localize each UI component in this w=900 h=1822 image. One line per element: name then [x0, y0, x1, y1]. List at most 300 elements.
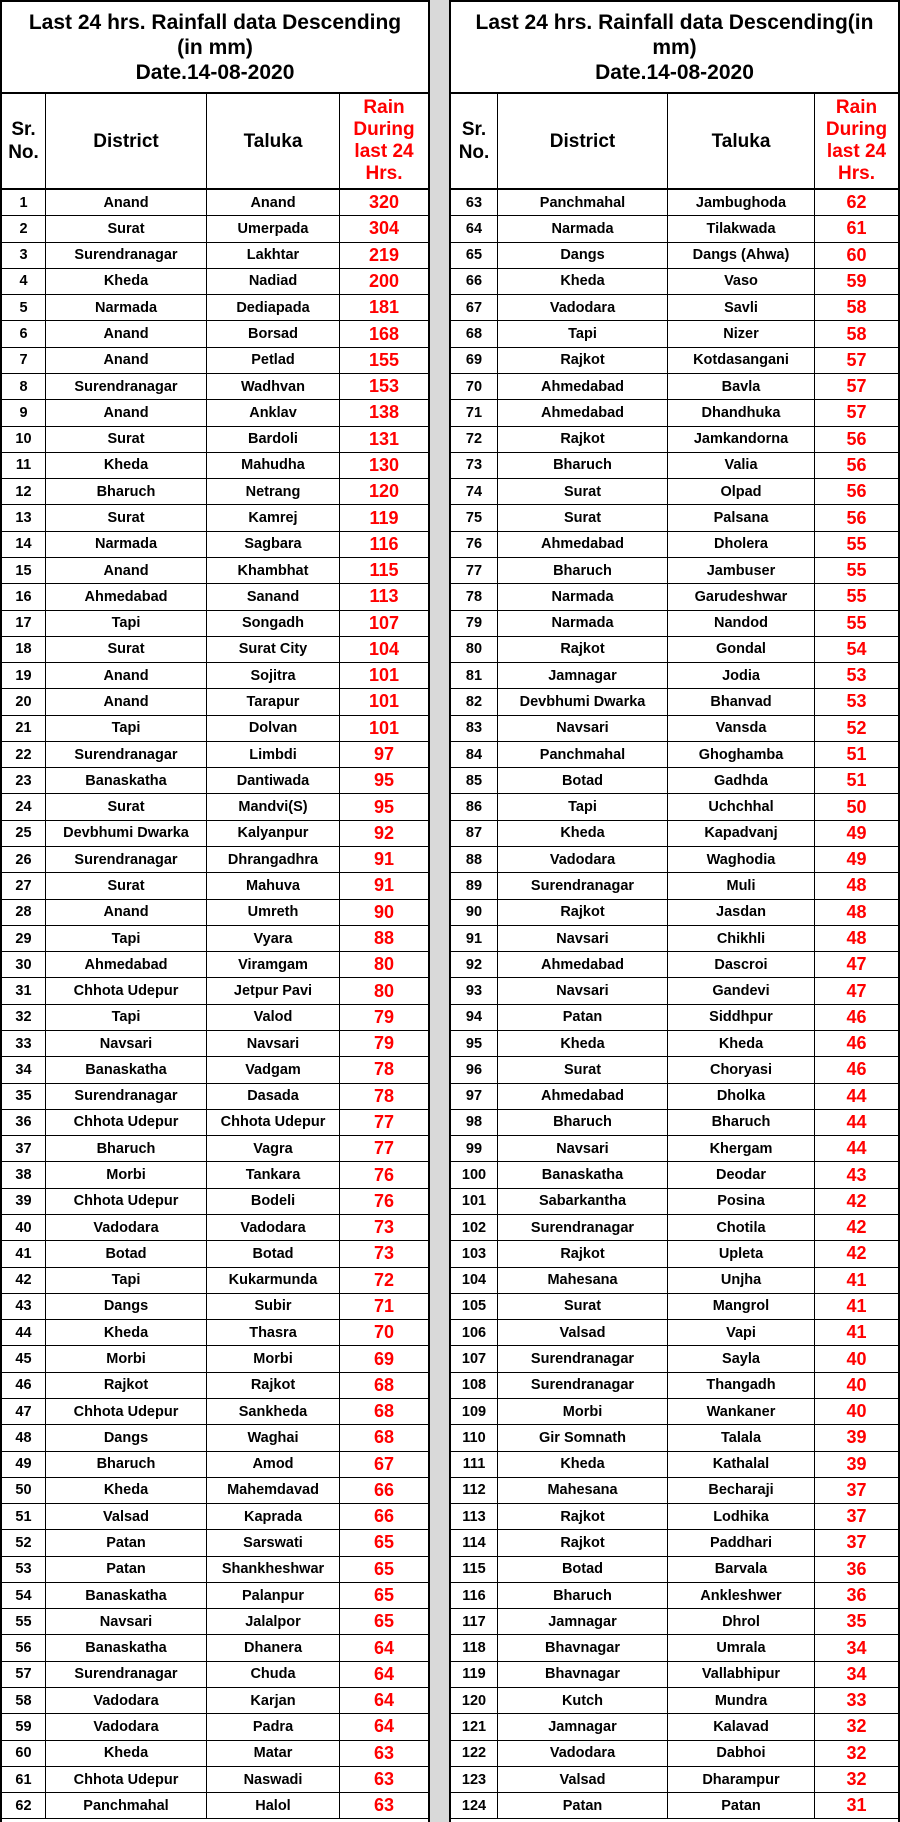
- cell-district: Surendranagar: [46, 1084, 207, 1109]
- cell-district: Chhota Udepur: [46, 978, 207, 1003]
- cell-district: Surat: [498, 1057, 668, 1082]
- cell-rain-mm: 104: [368, 638, 400, 659]
- cell-district: Surendranagar: [498, 1346, 668, 1371]
- header-rain: Rain During last 24 Hrs.: [825, 97, 888, 184]
- cell-rain-mm: 33: [846, 1690, 867, 1711]
- cell-district: Ahmedabad: [498, 532, 668, 557]
- cell-rain-mm: 79: [373, 1006, 395, 1027]
- cell-sr-no: 1: [2, 190, 46, 215]
- cell-district: Devbhumi Dwarka: [498, 689, 668, 714]
- cell-sr-no: 57: [2, 1662, 46, 1687]
- cell-sr-no: 9: [2, 400, 46, 425]
- cell-rain-mm: 78: [373, 1085, 395, 1106]
- cell-sr-no: 37: [2, 1136, 46, 1161]
- cell-district: Kutch: [498, 1688, 668, 1713]
- cell-sr-no: 104: [451, 1268, 498, 1293]
- cell-rain-mm: 32: [846, 1769, 867, 1790]
- cell-district: Narmada: [46, 532, 207, 557]
- cell-rain-mm: 51: [846, 744, 867, 765]
- cell-taluka: Dasada: [207, 1084, 340, 1109]
- cell-district: Mahesana: [498, 1478, 668, 1503]
- cell-rain-mm: 64: [373, 1716, 395, 1737]
- cell-rain-mm: 64: [373, 1663, 395, 1684]
- cell-taluka: Jamkandorna: [668, 427, 815, 452]
- table-row: [2, 1031, 428, 1057]
- table-row: [2, 243, 428, 269]
- cell-sr-no: 33: [2, 1031, 46, 1056]
- cell-sr-no: 7: [2, 348, 46, 373]
- cell-sr-no: 46: [2, 1373, 46, 1398]
- cell-sr-no: 97: [451, 1084, 498, 1109]
- cell-taluka: Jodia: [668, 663, 815, 688]
- cell-taluka: Kapadvanj: [668, 821, 815, 846]
- cell-district: Surendranagar: [46, 847, 207, 872]
- cell-rain-mm: 58: [846, 297, 867, 318]
- cell-rain-mm: 43: [846, 1164, 867, 1185]
- cell-taluka: Talala: [668, 1425, 815, 1450]
- cell-rain-mm: 53: [846, 691, 867, 712]
- cell-district: Ahmedabad: [498, 952, 668, 977]
- cell-rain-mm: 73: [373, 1243, 395, 1264]
- cell-taluka: Rajkot: [207, 1373, 340, 1398]
- cell-taluka: Lodhika: [668, 1504, 815, 1529]
- cell-rain-mm: 63: [373, 1742, 395, 1763]
- cell-rain-mm: 35: [846, 1611, 867, 1632]
- cell-district: Dangs: [46, 1294, 207, 1319]
- cell-sr-no: 102: [451, 1215, 498, 1240]
- cell-district: Panchmahal: [498, 190, 668, 215]
- table-row: [451, 768, 898, 794]
- cell-sr-no: 79: [451, 611, 498, 636]
- cell-district: Anand: [46, 348, 207, 373]
- cell-taluka: Khergam: [668, 1136, 815, 1161]
- table-header: [2, 94, 428, 190]
- cell-sr-no: 121: [451, 1714, 498, 1739]
- cell-taluka: Amod: [207, 1452, 340, 1477]
- cell-rain-mm: 107: [368, 612, 400, 633]
- table-row: [451, 794, 898, 820]
- table-row: [2, 1583, 428, 1609]
- table-row: [2, 374, 428, 400]
- cell-taluka: Subir: [207, 1294, 340, 1319]
- cell-district: Tapi: [46, 926, 207, 951]
- cell-rain-mm: 76: [373, 1190, 395, 1211]
- cell-district: Chhota Udepur: [46, 1767, 207, 1792]
- cell-district: Rajkot: [498, 427, 668, 452]
- cell-district: Kheda: [46, 1320, 207, 1345]
- table-row: [451, 190, 898, 216]
- table-row: [2, 821, 428, 847]
- table-row: [451, 926, 898, 952]
- cell-sr-no: 16: [2, 584, 46, 609]
- cell-rain-mm: 64: [373, 1637, 395, 1658]
- cell-sr-no: 52: [2, 1530, 46, 1555]
- cell-district: Anand: [46, 900, 207, 925]
- cell-district: Rajkot: [498, 348, 668, 373]
- cell-rain-mm: 55: [846, 612, 867, 633]
- cell-taluka: Becharaji: [668, 1478, 815, 1503]
- cell-district: Bharuch: [46, 479, 207, 504]
- cell-taluka: Vagra: [207, 1136, 340, 1161]
- cell-taluka: Valod: [207, 1005, 340, 1030]
- cell-taluka: Dhrangadhra: [207, 847, 340, 872]
- cell-taluka: Mundra: [668, 1688, 815, 1713]
- table-row: [451, 611, 898, 637]
- cell-district: Navsari: [46, 1609, 207, 1634]
- cell-sr-no: 103: [451, 1241, 498, 1266]
- table-title: [2, 0, 428, 94]
- cell-rain-mm: 153: [368, 376, 400, 397]
- cell-sr-no: 36: [2, 1110, 46, 1135]
- cell-district: Surendranagar: [498, 1373, 668, 1398]
- cell-rain-mm: 72: [373, 1269, 395, 1290]
- table-row: [2, 1425, 428, 1451]
- cell-taluka: Anand: [207, 190, 340, 215]
- cell-rain-mm: 37: [846, 1506, 867, 1527]
- cell-sr-no: 51: [2, 1504, 46, 1529]
- cell-district: Banaskatha: [498, 1162, 668, 1187]
- cell-taluka: Mangrol: [668, 1294, 815, 1319]
- table-row: [451, 1031, 898, 1057]
- cell-taluka: Jambuser: [668, 558, 815, 583]
- cell-district: Chhota Udepur: [46, 1110, 207, 1135]
- cell-district: Rajkot: [498, 637, 668, 662]
- cell-rain-mm: 101: [368, 665, 400, 686]
- cell-sr-no: 88: [451, 847, 498, 872]
- cell-district: Surat: [498, 1294, 668, 1319]
- cell-taluka: Anklav: [207, 400, 340, 425]
- table-row: [451, 321, 898, 347]
- cell-taluka: Chotila: [668, 1215, 815, 1240]
- table-row: [451, 1530, 898, 1556]
- cell-sr-no: 25: [2, 821, 46, 846]
- cell-district: Bharuch: [498, 1583, 668, 1608]
- cell-sr-no: 32: [2, 1005, 46, 1030]
- cell-rain-mm: 56: [846, 507, 867, 528]
- cell-rain-mm: 69: [373, 1348, 395, 1369]
- cell-district: Bhavnagar: [498, 1662, 668, 1687]
- cell-sr-no: 82: [451, 689, 498, 714]
- cell-sr-no: 17: [2, 611, 46, 636]
- table-row: [451, 558, 898, 584]
- cell-rain-mm: 32: [846, 1742, 867, 1763]
- cell-rain-mm: 55: [846, 586, 867, 607]
- cell-taluka: Unjha: [668, 1268, 815, 1293]
- cell-taluka: Padra: [207, 1714, 340, 1739]
- table-row: [451, 1635, 898, 1661]
- cell-district: Anand: [46, 689, 207, 714]
- cell-district: Bharuch: [498, 1110, 668, 1135]
- cell-sr-no: 40: [2, 1215, 46, 1240]
- cell-taluka: Kotdasangani: [668, 348, 815, 373]
- cell-taluka: Kukarmunda: [207, 1268, 340, 1293]
- cell-taluka: Jambughoda: [668, 190, 815, 215]
- cell-taluka: Umrala: [668, 1635, 815, 1660]
- table-row: [451, 716, 898, 742]
- cell-district: Banaskatha: [46, 768, 207, 793]
- cell-sr-no: 67: [451, 295, 498, 320]
- cell-rain-mm: 57: [846, 349, 867, 370]
- cell-district: Botad: [46, 1241, 207, 1266]
- cell-taluka: Ankleshwer: [668, 1583, 815, 1608]
- cell-sr-no: 35: [2, 1084, 46, 1109]
- table-row: [2, 1268, 428, 1294]
- cell-taluka: Karjan: [207, 1688, 340, 1713]
- cell-taluka: Nadiad: [207, 269, 340, 294]
- cell-district: Navsari: [498, 978, 668, 1003]
- cell-rain-mm: 54: [846, 638, 867, 659]
- cell-sr-no: 84: [451, 742, 498, 767]
- cell-taluka: Waghai: [207, 1425, 340, 1450]
- cell-sr-no: 62: [2, 1793, 46, 1818]
- cell-sr-no: 105: [451, 1294, 498, 1319]
- table-row: [2, 1662, 428, 1688]
- table-row: [451, 1294, 898, 1320]
- table-row: [451, 479, 898, 505]
- cell-district: Surendranagar: [46, 243, 207, 268]
- cell-taluka: Surat City: [207, 637, 340, 662]
- table-row: [2, 768, 428, 794]
- cell-sr-no: 29: [2, 926, 46, 951]
- cell-district: Anand: [46, 400, 207, 425]
- cell-taluka: Gandevi: [668, 978, 815, 1003]
- cell-rain-mm: 40: [846, 1348, 867, 1369]
- cell-district: Surendranagar: [46, 742, 207, 767]
- cell-sr-no: 12: [2, 479, 46, 504]
- cell-taluka: Shankheshwar: [207, 1557, 340, 1582]
- cell-sr-no: 3: [2, 243, 46, 268]
- cell-taluka: Borsad: [207, 321, 340, 346]
- cell-sr-no: 41: [2, 1241, 46, 1266]
- cell-taluka: Dolvan: [207, 716, 340, 741]
- table-row: [451, 663, 898, 689]
- cell-district: Morbi: [498, 1399, 668, 1424]
- cell-taluka: Tarapur: [207, 689, 340, 714]
- cell-district: Surat: [46, 505, 207, 530]
- table-row: [2, 1241, 428, 1267]
- table-row: [2, 873, 428, 899]
- cell-taluka: Tankara: [207, 1162, 340, 1187]
- table-row: [451, 400, 898, 426]
- cell-taluka: Sankheda: [207, 1399, 340, 1424]
- cell-district: Gir Somnath: [498, 1425, 668, 1450]
- cell-rain-mm: 97: [373, 744, 395, 765]
- cell-taluka: Sojitra: [207, 663, 340, 688]
- cell-sr-no: 23: [2, 768, 46, 793]
- cell-district: Banaskatha: [46, 1583, 207, 1608]
- cell-taluka: Choryasi: [668, 1057, 815, 1082]
- cell-district: Tapi: [498, 794, 668, 819]
- cell-district: Narmada: [498, 584, 668, 609]
- cell-rain-mm: 61: [846, 218, 867, 239]
- cell-district: Bharuch: [46, 1136, 207, 1161]
- cell-taluka: Kaprada: [207, 1504, 340, 1529]
- table-row: [451, 873, 898, 899]
- cell-district: Botad: [498, 1557, 668, 1582]
- cell-taluka: Thasra: [207, 1320, 340, 1345]
- table-row: [451, 952, 898, 978]
- cell-taluka: Vaso: [668, 269, 815, 294]
- cell-district: Jamnagar: [498, 663, 668, 688]
- cell-sr-no: 72: [451, 427, 498, 452]
- cell-rain-mm: 80: [373, 980, 395, 1001]
- cell-rain-mm: 130: [368, 454, 400, 475]
- cell-rain-mm: 304: [368, 218, 400, 239]
- cell-district: Kheda: [498, 1031, 668, 1056]
- cell-sr-no: 117: [451, 1609, 498, 1634]
- cell-sr-no: 2: [2, 216, 46, 241]
- table-title: [451, 0, 898, 94]
- cell-sr-no: 38: [2, 1162, 46, 1187]
- cell-rain-mm: 155: [368, 349, 400, 370]
- table-row: [451, 1767, 898, 1793]
- cell-sr-no: 21: [2, 716, 46, 741]
- table-row: [2, 1294, 428, 1320]
- cell-rain-mm: 57: [846, 402, 867, 423]
- table-row: [2, 1399, 428, 1425]
- table-row: [451, 1084, 898, 1110]
- cell-taluka: Ghoghamba: [668, 742, 815, 767]
- table-row: [2, 742, 428, 768]
- cell-rain-mm: 39: [846, 1453, 867, 1474]
- cell-rain-mm: 39: [846, 1427, 867, 1448]
- table-row: [451, 1320, 898, 1346]
- cell-taluka: Dholka: [668, 1084, 815, 1109]
- cell-rain-mm: 200: [368, 270, 400, 291]
- cell-district: Anand: [46, 321, 207, 346]
- cell-district: Rajkot: [498, 1530, 668, 1555]
- cell-district: Anand: [46, 558, 207, 583]
- table-row: [451, 453, 898, 479]
- cell-rain-mm: 42: [846, 1190, 867, 1211]
- cell-district: Chhota Udepur: [46, 1189, 207, 1214]
- cell-taluka: Sagbara: [207, 532, 340, 557]
- header-district: District: [46, 94, 207, 188]
- cell-sr-no: 95: [451, 1031, 498, 1056]
- cell-taluka: Umreth: [207, 900, 340, 925]
- cell-rain-mm: 36: [846, 1585, 867, 1606]
- cell-rain-mm: 68: [373, 1374, 395, 1395]
- cell-sr-no: 119: [451, 1662, 498, 1687]
- table-row: [451, 1425, 898, 1451]
- cell-district: Tapi: [46, 1268, 207, 1293]
- cell-rain-mm: 46: [846, 1059, 867, 1080]
- table-row: [451, 1057, 898, 1083]
- cell-rain-mm: 57: [846, 376, 867, 397]
- title-line-3: Date.14-08-2020: [595, 60, 754, 84]
- cell-district: Patan: [46, 1530, 207, 1555]
- cell-taluka: Muli: [668, 873, 815, 898]
- cell-taluka: Dangs (Ahwa): [668, 243, 815, 268]
- cell-rain-mm: 40: [846, 1374, 867, 1395]
- cell-sr-no: 98: [451, 1110, 498, 1135]
- table-row: [2, 952, 428, 978]
- table-row: [451, 742, 898, 768]
- cell-rain-mm: 68: [373, 1401, 395, 1422]
- cell-district: Surat: [46, 873, 207, 898]
- cell-sr-no: 77: [451, 558, 498, 583]
- table-row: [2, 1320, 428, 1346]
- cell-district: Surendranagar: [498, 1215, 668, 1240]
- cell-rain-mm: 219: [368, 244, 400, 265]
- cell-rain-mm: 320: [368, 192, 400, 213]
- cell-rain-mm: 113: [369, 586, 399, 607]
- cell-rain-mm: 63: [373, 1795, 395, 1816]
- cell-rain-mm: 36: [846, 1558, 867, 1579]
- cell-taluka: Chhota Udepur: [207, 1110, 340, 1135]
- cell-rain-mm: 116: [369, 533, 399, 554]
- cell-sr-no: 24: [2, 794, 46, 819]
- table-row: [2, 453, 428, 479]
- cell-district: Devbhumi Dwarka: [46, 821, 207, 846]
- cell-district: Chhota Udepur: [46, 1399, 207, 1424]
- cell-district: Patan: [46, 1557, 207, 1582]
- cell-rain-mm: 58: [846, 323, 867, 344]
- cell-district: Surat: [498, 479, 668, 504]
- cell-taluka: Deodar: [668, 1162, 815, 1187]
- cell-district: Dangs: [46, 1425, 207, 1450]
- cell-taluka: Kheda: [668, 1031, 815, 1056]
- cell-rain-mm: 59: [846, 270, 867, 291]
- table-row: [2, 1452, 428, 1478]
- table-row: [451, 1162, 898, 1188]
- cell-rain-mm: 50: [846, 796, 867, 817]
- cell-rain-mm: 41: [846, 1269, 867, 1290]
- cell-rain-mm: 49: [846, 849, 867, 870]
- cell-taluka: Morbi: [207, 1346, 340, 1371]
- cell-rain-mm: 34: [846, 1663, 867, 1684]
- cell-district: Banaskatha: [46, 1635, 207, 1660]
- cell-sr-no: 94: [451, 1005, 498, 1030]
- cell-taluka: Jasdan: [668, 900, 815, 925]
- cell-rain-mm: 68: [373, 1427, 395, 1448]
- table-row: [451, 1741, 898, 1767]
- table-row: [2, 558, 428, 584]
- table-row: [2, 611, 428, 637]
- table-row: [451, 1189, 898, 1215]
- cell-district: Navsari: [498, 926, 668, 951]
- header-taluka: Taluka: [668, 94, 815, 188]
- cell-district: Sabarkantha: [498, 1189, 668, 1214]
- cell-district: Vadodara: [46, 1215, 207, 1240]
- cell-taluka: Posina: [668, 1189, 815, 1214]
- cell-rain-mm: 92: [373, 822, 395, 843]
- cell-sr-no: 106: [451, 1320, 498, 1345]
- cell-rain-mm: 41: [846, 1322, 867, 1343]
- cell-sr-no: 60: [2, 1741, 46, 1766]
- cell-district: Vadodara: [498, 295, 668, 320]
- cell-sr-no: 113: [451, 1504, 498, 1529]
- cell-sr-no: 110: [451, 1425, 498, 1450]
- table-row: [2, 689, 428, 715]
- cell-district: Vadodara: [498, 847, 668, 872]
- cell-rain-mm: 55: [846, 560, 867, 581]
- cell-rain-mm: 49: [846, 822, 867, 843]
- table-row: [2, 295, 428, 321]
- table-row: [451, 1136, 898, 1162]
- cell-sr-no: 83: [451, 716, 498, 741]
- cell-taluka: Olpad: [668, 479, 815, 504]
- table-row: [2, 427, 428, 453]
- cell-sr-no: 107: [451, 1346, 498, 1371]
- cell-district: Surendranagar: [498, 873, 668, 898]
- cell-taluka: Mahuva: [207, 873, 340, 898]
- cell-taluka: Mahemdavad: [207, 1478, 340, 1503]
- cell-taluka: Sayla: [668, 1346, 815, 1371]
- cell-rain-mm: 80: [373, 954, 395, 975]
- table-row: [2, 1557, 428, 1583]
- cell-rain-mm: 78: [373, 1059, 395, 1080]
